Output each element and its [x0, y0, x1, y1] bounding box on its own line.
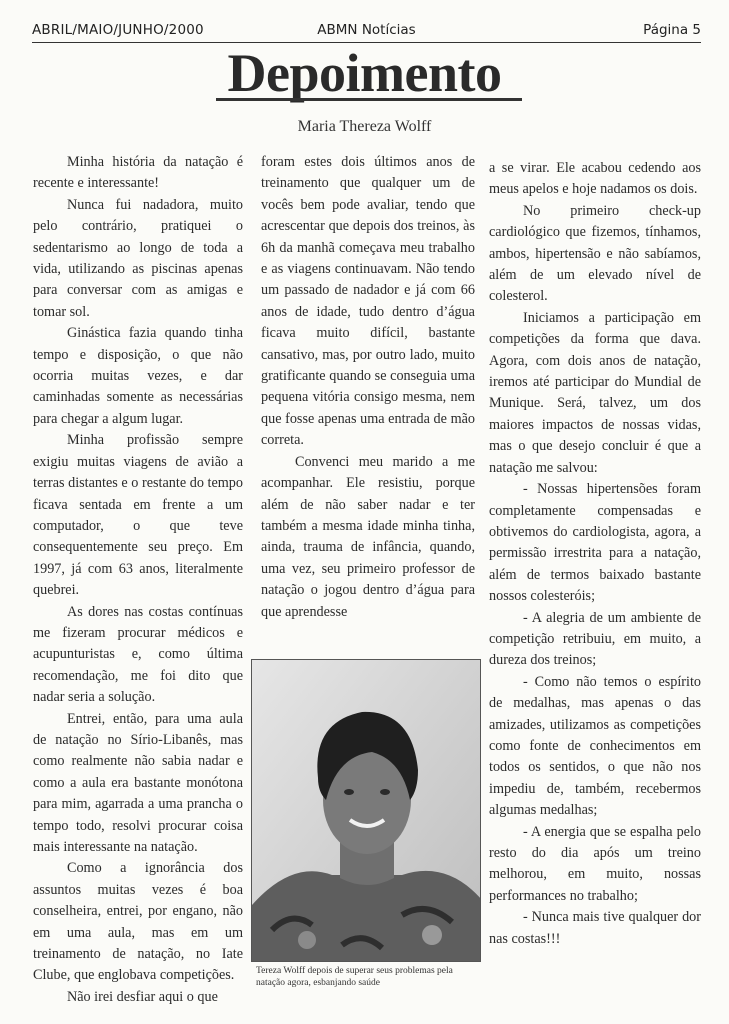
- paragraph: Não irei desfiar aqui o que: [67, 988, 218, 1005]
- paragraph: Nunca fui nadadora, muito pelo contrário, pratiquei o sedentarismo ao longo de toda a vida, utilizando as piscinas apenas para conversar com as amigas e tomar sol.: [33, 196, 243, 320]
- list-item: - Como não temos o espírito de medalhas, mas apenas o das amizades, utilizamos as competições como fonte de conhecimentos em todos os sentidos, o que não nos impediu de, também, recebermos algumas medalhas;: [489, 673, 701, 819]
- paragraph: Convenci meu marido a me acompanhar. Ele resistiu, porque além de não saber nadar e ter também a mesma idade minha tinha, ainda, trauma de infância, quando, uma vez, seu primeiro professor de natação o jogou dentro d’água para que aprendesse: [261, 453, 475, 620]
- list-item: - A alegria de um ambiente de competição retribuiu, em muito, a dureza dos treinos;: [489, 609, 701, 669]
- photo-caption: Tereza Wolff depois de superar seus problemas pela natação agora, esbanjando saúde: [256, 966, 453, 988]
- paragraph: Minha profissão sempre exigiu muitas viagens de avião a terras distantes e o restante do tempo ficava sentada em frente a um computador, o que teve consequentemente seu preço. Em 1997, já com 63 anos, literalmente quebrei.: [33, 432, 243, 599]
- publication-name: ABMN Notícias: [317, 22, 416, 38]
- portrait-photo: [251, 659, 481, 962]
- list-item: - Nunca mais tive qualquer dor nas costas!!!: [489, 909, 701, 947]
- article-column-3: [489, 158, 701, 950]
- paragraph: Minha história da natação é recente e interessante!: [33, 154, 243, 192]
- paragraph: Como a ignorância dos assuntos muitas vezes é boa conselheira, entrei, por engano, não em uma aula, mas em um treinamento de natação, no Iate Clube, que englobava competições.: [33, 860, 243, 984]
- paragraph: Ginástica fazia quando tinha tempo e disposição, o que não ocorria muitas vezes, e dar caminhadas somente as necessárias para chegar a algum lugar.: [33, 325, 243, 427]
- issue-date: ABRIL/MAIO/JUNHO/2000: [32, 22, 204, 38]
- page-number: Página 5: [643, 22, 701, 38]
- list-item: - A energia que se espalha pelo resto do dia após um treino melhorou, em muito, nossas performances no trabalho;: [489, 823, 701, 904]
- paragraph: foram estes dois últimos anos de treinamento que qualquer um de vocês bem pode avaliar, tendo que acrescentar que depois dos treinos, às 6h da manhã começava meu trabalho e as viagens continuavam. Não tendo um passado de nadador e já com 66 anos de idade, tudo dentro d’água ficava muito difícil, bastante cansativo, mas, por outro lado, muito gratificante quando se conseguia uma pequena vitória consigo mesma, nem que fosse apenas uma entrada de mão correta.: [261, 154, 475, 449]
- paragraph: No primeiro check-up cardiológico que fizemos, tínhamos, ambos, hipertensão e não sabíamos, além de um elevado nível de colesterol.: [489, 202, 701, 305]
- article-column-1: [33, 152, 243, 1008]
- list-item: - Nossas hipertensões foram completamente compensadas e obtivemos do cardiologista, agora, a permissão irrestrita para a natação, além de termos baixado bastante nossos colesteróis;: [489, 481, 701, 605]
- article-column-2: [261, 152, 475, 623]
- title-underline: [216, 98, 522, 101]
- page-header: [32, 18, 701, 44]
- paragraph: Iniciamos a participação em competições da forma que dava. Agora, com dois anos de natação, iremos até participar do Mundial de Munique. Será, talvez, um dos maiores impactos de nossas vidas, mas o que desejo concluir é que a natação me salvou:: [489, 309, 701, 476]
- article-author: Maria Thereza Wolff: [297, 118, 432, 135]
- article-title: Depoimento: [227, 43, 502, 103]
- paragraph: As dores nas costas contínuas me fizeram procurar médicos e acupunturistas e, como última recomendação, me foi dito que nadar seria a solução.: [33, 603, 243, 706]
- paragraph: a se virar. Ele acabou cedendo aos meus apelos e hoje nadamos os dois.: [489, 160, 701, 198]
- paragraph: Entrei, então, para uma aula de natação no Sírio-Libanês, mas como realmente não sabia nadar e como a aula era bastante monótona para mim, agarrada a uma prancha o tempo todo, resolvi procurar coisa mais interessante na natação.: [33, 710, 243, 855]
- portrait-illustration: [252, 660, 481, 962]
